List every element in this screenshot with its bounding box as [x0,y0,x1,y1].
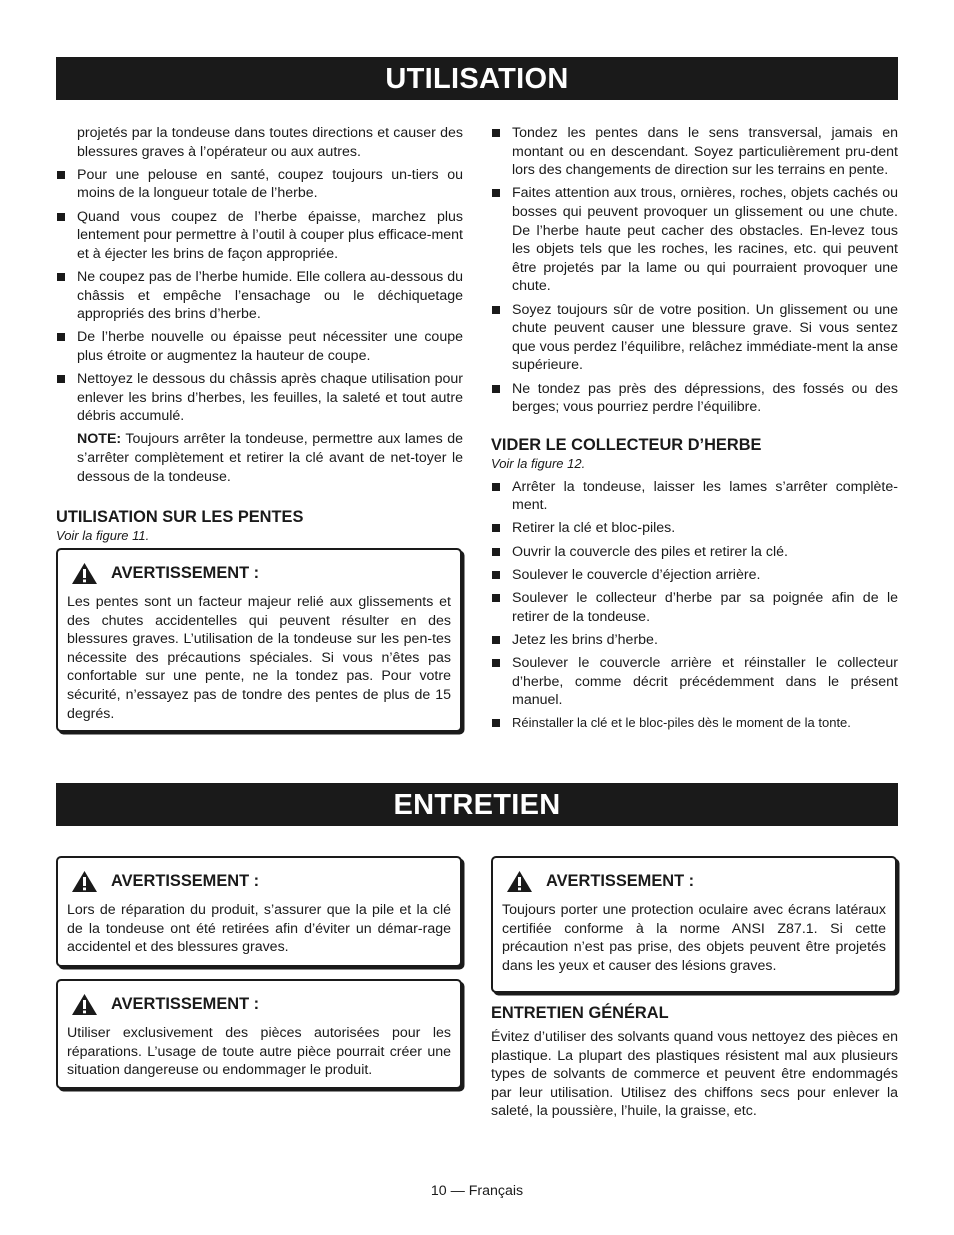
eye-protection-warning-box [491,856,897,993]
list-item: Soyez toujours sûr de votre position. Un glissement ou une chute peuvent causer une blessure grave. Si vous sentez que vous perdez l’équilibre, relâchez immédiate-ment la anse supérieure. [491,301,898,375]
general-maintenance-heading: ENTRETIEN GÉNÉRAL [491,1004,669,1022]
left-column [56,124,463,544]
general-maintenance-text: Évitez d’utiliser des solvants quand vous nettoyez des pièces en plastique. La plupart des plastiques résistent mal aux plusieurs types de solvants de commerce et peuvent être endommagés par leur utilisation. Utilisez des chiffons secs pour enlever la saleté, la poussière, l’huile, la graisse, etc. [491,1029,898,1120]
right-column [491,124,898,738]
slopes-bullet-list [491,124,898,417]
warning-triangle-icon [506,870,533,893]
list-item: Soulever le couvercle arrière et réinstaller le collecteur d’herbe, comme décrit précédemment dans le présent manuel. [491,654,898,710]
general-maintenance-section [491,1003,898,1121]
list-item: Ouvrir la couvercle des piles et retirer la clé. [491,543,898,562]
parts-warning-box [56,979,462,1089]
note-text: Toujours arrêter la tondeuse, permettre aux lames de s’arrêter complètement et retirer la clé avant de net-toyer le dessous de la tondeuse. [77,431,463,485]
usage-bullet-list [56,166,463,426]
continued-paragraph: projetés par la tondeuse dans toutes directions et causer des blessures graves à l’opérateur ou aux autres. [77,125,463,160]
page-footer: 10 — Français [430,1183,524,1199]
list-item: Réinstaller la clé et le bloc-piles dès le moment de la tonte. [491,714,898,733]
warning-triangle-icon [71,870,98,893]
warning-header [71,993,451,1015]
list-item: Quand vous coupez de l’herbe épaisse, marchez plus lentement pour permettre à l’outil à couper plus efficace-ment et à éjecter les brins de façon appropriée. [56,208,463,264]
list-item: Jetez les brins d’herbe. [491,631,898,650]
list-item: De l’herbe nouvelle ou épaisse peut nécessiter une coupe plus étroite or augmentez la hauteur de coupe. [56,328,463,365]
warning-text: Toujours porter une protection oculaire avec écrans latéraux certifiée conforme à la norme ANSI Z87.1. Si cette précaution n’est pas prise, des objets peuvent être projetés dans les yeux et causer des lésions graves. [502,902,886,974]
list-item: Retirer la clé et bloc-piles. [491,519,898,538]
note-label: NOTE: [77,431,122,448]
list-item: Faites attention aux trous, ornières, roches, objets cachés ou bosses qui peuvent provoquer un glissement ou une chute. De l’herbe haute peut cacher des obstacles. En-levez tous les objets tels que les roches, les racines, etc. qui peuvent être projetés par la lame ou qui pourraient provoquer une chute. [491,184,898,296]
list-item: Tondez les pentes dans le sens transversal, jamais en montant ou en descendant. Soyez particulièrement pru-dent lors des changements de direction sur les terrains en pente. [491,124,898,180]
list-item: Arrêter la tondeuse, laisser les lames s’arrêter complète-ment. [491,478,898,515]
warning-title: AVERTISSEMENT : [546,872,695,890]
empty-bag-figure-ref: Voir la figure 12. [491,455,586,471]
list-item: Nettoyez le dessous du châssis après chaque utilisation pour enlever les brins d’herbes, les feuilles, la saleté et tout autre débris accumulé. [56,370,463,426]
empty-bag-bullet-list [491,478,898,733]
section-banner-entretien: ENTRETIEN [56,783,898,826]
list-item: Ne tondez pas près des dépressions, des fossés ou des berges; vous pourriez perdre l’équilibre. [491,380,898,417]
slopes-heading: UTILISATION SUR LES PENTES [56,508,304,527]
warning-triangle-icon [71,562,98,585]
warning-title: AVERTISSEMENT : [111,564,260,582]
list-item: Soulever le couvercle d’éjection arrière. [491,566,898,585]
list-item: Pour une pelouse en santé, coupez toujours un-tiers ou moins de la longueur totale de l’herbe. [56,166,463,203]
warning-header [506,870,886,892]
warning-title: AVERTISSEMENT : [111,872,260,890]
list-item: Soulever le collecteur d’herbe par sa poignée afin de le retirer de la tondeuse. [491,589,898,626]
warning-header [71,870,451,892]
section-banner-utilisation: UTILISATION [56,57,898,100]
slopes-warning-box [56,548,462,732]
battery-key-warning-box [56,856,462,967]
note-paragraph [56,430,463,486]
warning-text: Les pentes sont un facteur majeur relié aux glissements et des chutes accidentelles qui peuvent résulter en des blessures graves. L’utilisation de la tondeuse sur les pen-tes nécessite des précautions spéciales. Si vous n’êtes pas confortable sur une pente, ne la tondez pas. Pour votre sécurité, n’essayez pas de tondre des pentes de plus de 15 degrés. [67,594,451,722]
empty-bag-heading: VIDER LE COLLECTEUR D’HERBE [491,435,762,454]
warning-title: AVERTISSEMENT : [111,995,260,1013]
warning-text: Utiliser exclusivement des pièces autorisées pour les réparations. L’usage de toute autre pièce pourrait créer une situation dangereuse ou endommager le produit. [67,1025,451,1079]
list-item: Ne coupez pas de l’herbe humide. Elle collera au-dessous du châssis et empêche l’ensachage ou le déchiquetage appropriés des brins d’herbe. [56,268,463,324]
warning-header [71,562,451,584]
warning-triangle-icon [71,993,98,1016]
warning-text: Lors de réparation du produit, s’assurer que la pile et la clé de la tondeuse ont été retirées afin d’éviter un démar-rage accidentel et des blessures graves. [67,902,451,956]
slopes-figure-ref: Voir la figure 11. [56,528,150,544]
